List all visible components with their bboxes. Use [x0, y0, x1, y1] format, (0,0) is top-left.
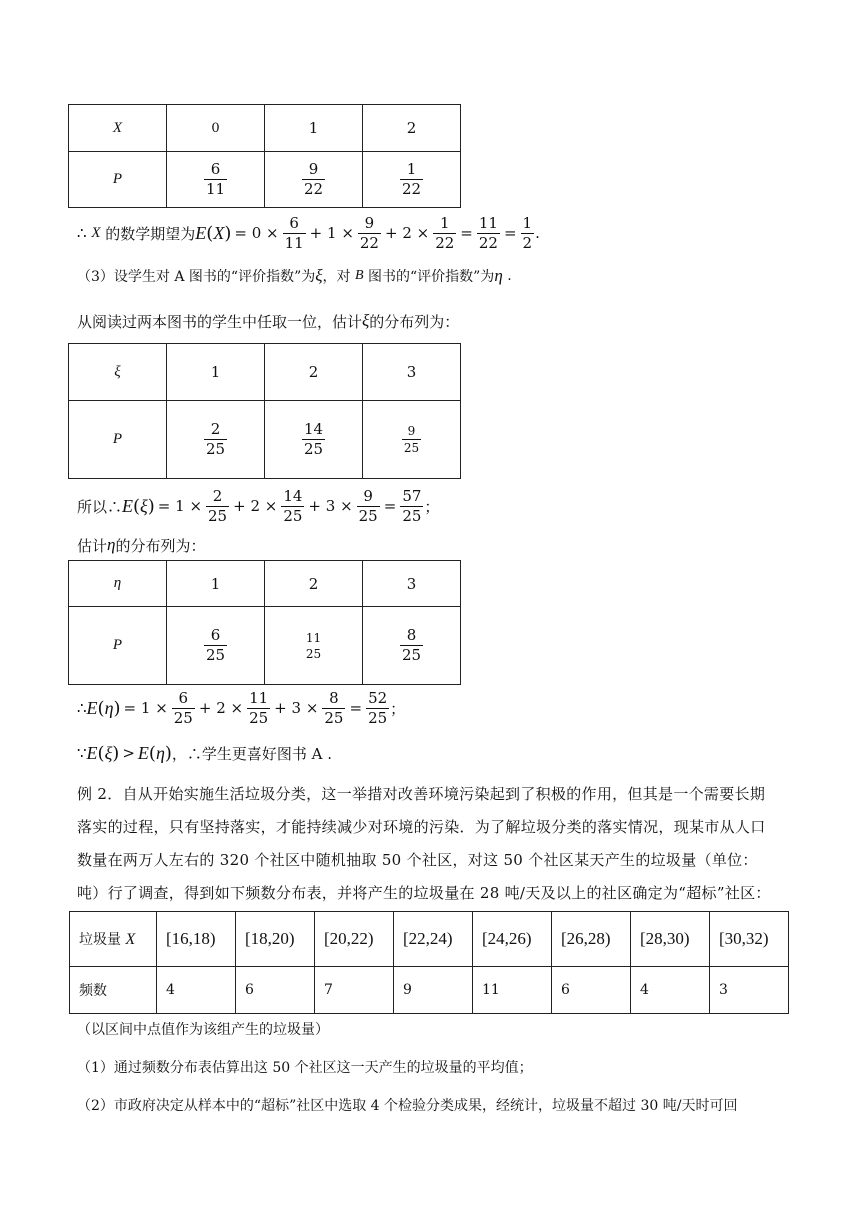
table-header-value: 3	[363, 561, 461, 607]
interval-cell: [26,28)	[552, 912, 631, 967]
frequency-table	[69, 911, 789, 1014]
expectation-x-line: ∴ X 的数学期望为 E ( X ) = 0 × $\frac{6}{11}$ + 1 × $\frac{9}{22}$ + 2 × $\frac{1}{22}$ = $\frac{11}{22}$ = $\frac{1}{2}$ .	[77, 213, 540, 252]
interval-cell: [18,20)	[236, 912, 315, 967]
table-prob-cell: $\frac{9}{25}$	[363, 401, 461, 479]
frequency-cell: 9	[394, 967, 473, 1014]
table-header-value: 1	[167, 344, 265, 401]
table-prob-cell: $\frac{2}{25}$	[167, 401, 265, 479]
frequency-cell: 7	[315, 967, 394, 1014]
table-p-label: P	[69, 607, 167, 685]
xi-distribution-intro: 从阅读过两本图书的学生中任取一位，估计 ξ 的分布列为：	[77, 311, 460, 331]
table-prob-cell: $\frac{14}{25}$	[265, 401, 363, 479]
midpoint-note: （以区间中点值作为该组产生的垃圾量）	[77, 1022, 329, 1038]
table-header-value: 2	[265, 344, 363, 401]
garbage-amount-label: 垃圾量 X	[70, 912, 157, 967]
distribution-table-xi	[68, 343, 461, 479]
frequency-cell: 3	[710, 967, 789, 1014]
distribution-table-eta	[68, 560, 461, 685]
eta-distribution-intro: 估计 η 的分布列为：	[77, 535, 206, 555]
table-p-label: P	[69, 401, 167, 479]
question-1: （1）通过频数分布表估算出这 50 个社区这一天产生的垃圾量的平均值；	[77, 1060, 533, 1076]
frequency-cell: 6	[236, 967, 315, 1014]
question-2: （2）市政府决定从样本中的“超标”社区中选取 4 个检验分类成果，经统计，垃圾量不超过 30 吨/天时可回	[77, 1098, 738, 1114]
frequency-label: 频数	[70, 967, 157, 1014]
frequency-cell: 11	[473, 967, 552, 1014]
interval-cell: [22,24)	[394, 912, 473, 967]
comparison-conclusion: ∵ E ( ξ ) > E ( η ) ，∴学生更喜好图书 A .	[77, 742, 333, 764]
table-header-var: η	[69, 561, 167, 607]
frequency-cell: 4	[157, 967, 236, 1014]
example-2-paragraph: 例 2．自从开始实施生活垃圾分类，这一举措对改善环境污染起到了积极的作用，但其是一个需要长期落实的过程，只有坚持落实，才能持续减少对环境的污染．为了解垃圾分类的落实情况，现某市从人口数量在两万人左右的 320 个社区中随机抽取 50 个社区，对这 50 个社区某天产生的垃圾量（单位：吨）行了调查，得到如下频数分布表，并将产生的垃圾量在 28 吨/天及以上的社区确定为“超标”社区：	[77, 785, 771, 902]
table-p-label: P	[69, 152, 167, 208]
table-prob-cell: $\frac{8}{25}$	[363, 607, 461, 685]
interval-cell: [20,22)	[315, 912, 394, 967]
table-prob-cell: $\frac{1}{22}$	[363, 152, 461, 208]
table-prob-cell: 11 25	[265, 607, 363, 685]
table-header-var: X	[69, 105, 167, 152]
interval-cell: [28,30)	[631, 912, 710, 967]
table-prob-cell: $\frac{6}{11}$	[167, 152, 265, 208]
distribution-table-x	[68, 104, 461, 208]
table-prob-cell: $\frac{9}{22}$	[265, 152, 363, 208]
interval-cell: [30,32)	[710, 912, 789, 967]
interval-cell: [16,18)	[157, 912, 236, 967]
expectation-xi-line: 所以∴ E ( ξ ) = 1 × $\frac{2}{25}$ + 2 × $\frac{14}{25}$ + 3 × $\frac{9}{25}$ = $\frac{57}{25}$ ；	[77, 486, 440, 525]
expectation-eta-line: ∴ E ( η ) = 1 × $\frac{6}{25}$ + 2 × $\frac{11}{25}$ + 3 × $\frac{8}{25}$ = $\frac{52}{25}$ ；	[77, 688, 406, 727]
interval-cell: [24,26)	[473, 912, 552, 967]
table-header-var: ξ	[69, 344, 167, 401]
table-header-value: 2	[265, 561, 363, 607]
frequency-cell: 4	[631, 967, 710, 1014]
table-header-value: 0	[167, 105, 265, 152]
table-header-value: 1	[167, 561, 265, 607]
table-header-value: 1	[265, 105, 363, 152]
frequency-cell: 6	[552, 967, 631, 1014]
evaluation-index-line: （3）设学生对 A 图书的“评价指数”为 ξ ，对 B 图书的“评价指数”为 η .	[77, 266, 512, 285]
table-prob-cell: $\frac{6}{25}$	[167, 607, 265, 685]
table-header-value: 2	[363, 105, 461, 152]
table-header-value: 3	[363, 344, 461, 401]
